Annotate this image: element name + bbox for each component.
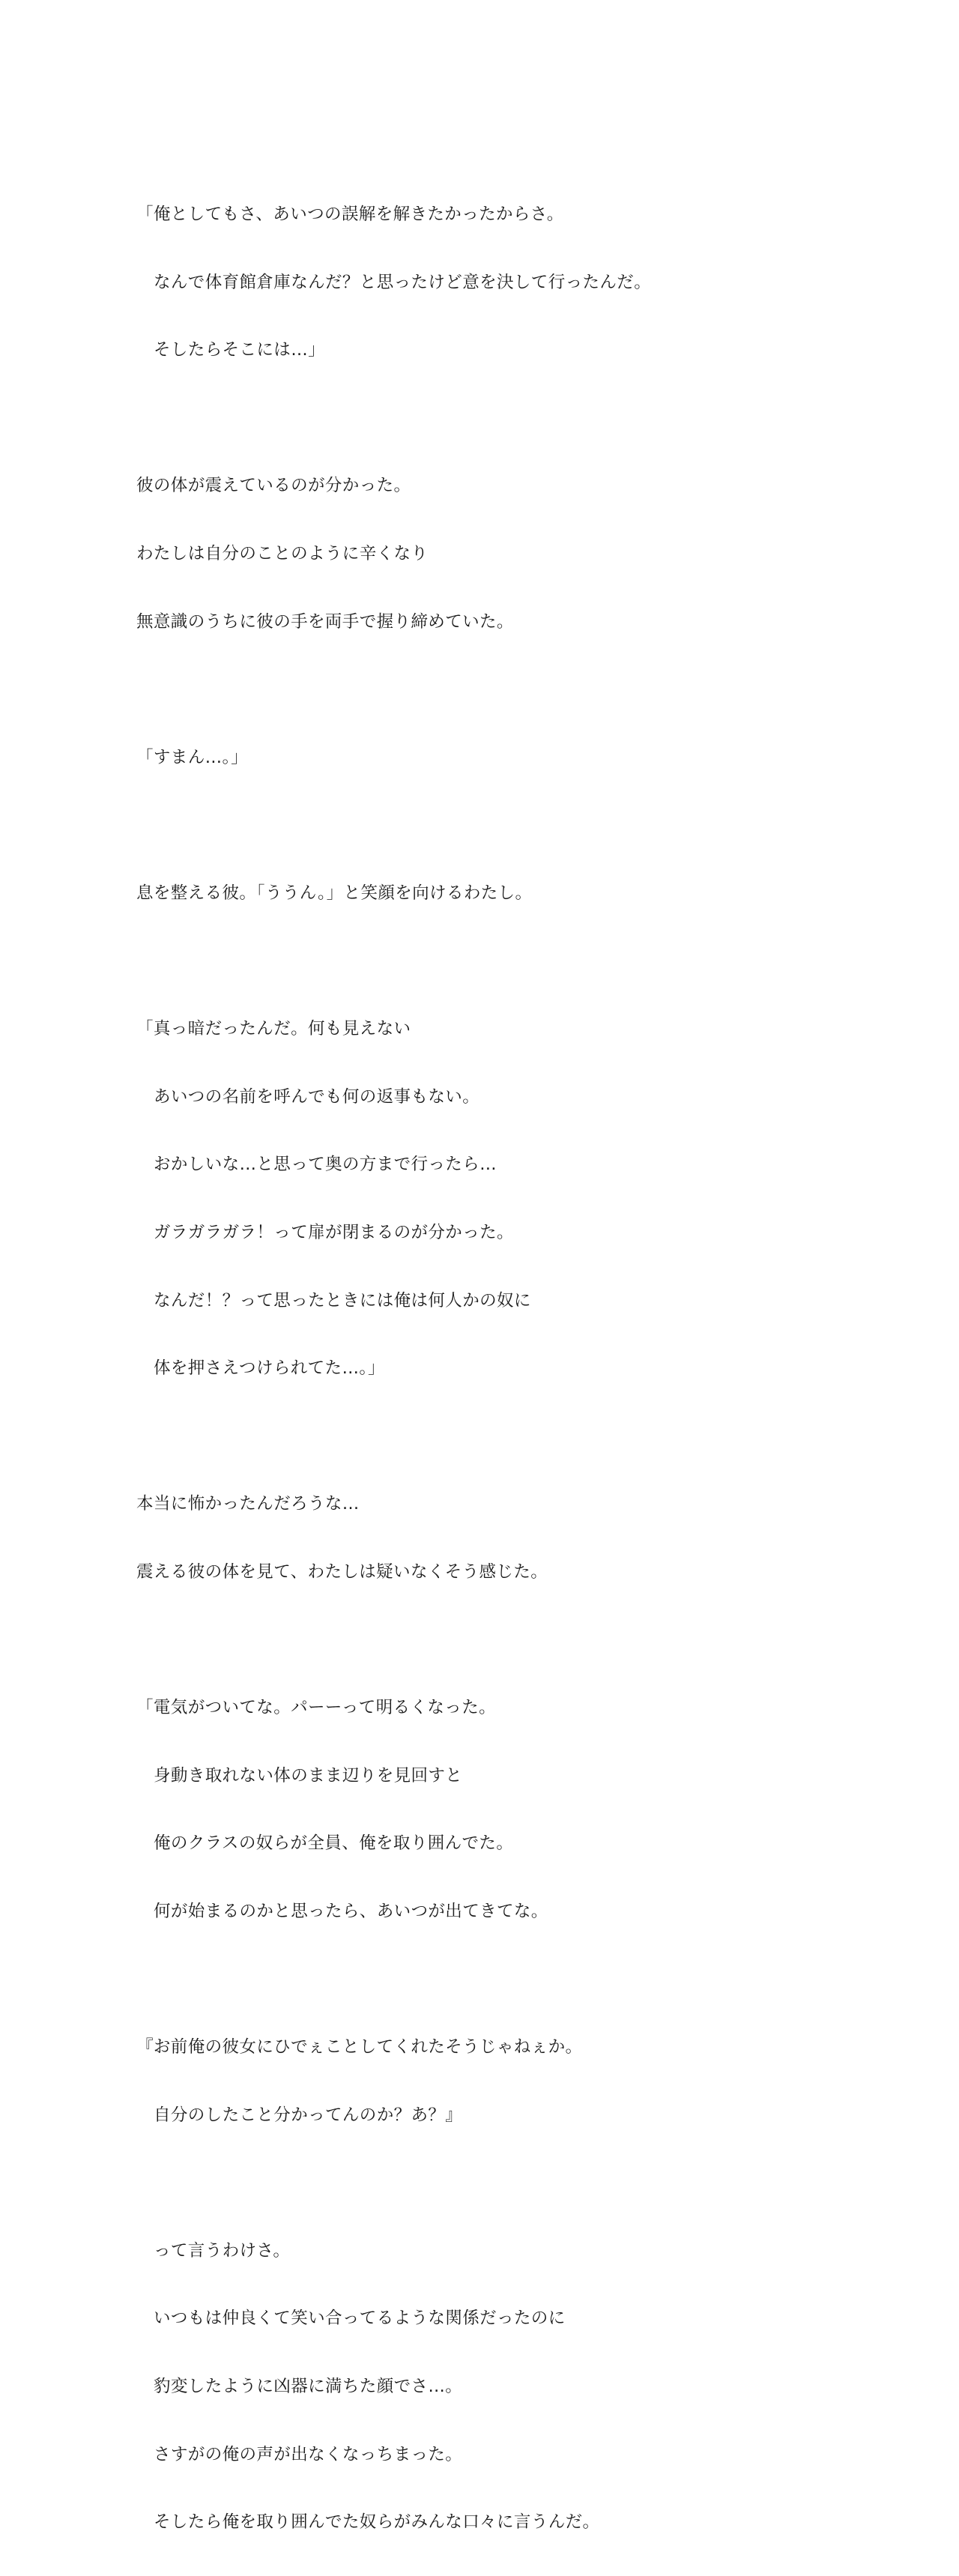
story-text — [136, 161, 871, 2576]
text-line: 息を整える彼。「ううん。」と笑顔を向けるわたし。 — [136, 883, 533, 903]
text-line: って言うわけさ。 — [154, 2240, 291, 2261]
blank-line — [136, 675, 871, 704]
text-line: 「俺としてもさ、あいつの誤解を解きたかったからさ。 — [136, 205, 564, 224]
text-line: 「すまん…。」 — [136, 747, 249, 767]
blank-line — [136, 811, 871, 840]
text-line: 「電気がついてな。パーーって明るくなった。 — [136, 1698, 497, 1718]
text-line: わたしは自分のことのように辛くなり — [136, 543, 429, 563]
text-line: なんで体育館倉庫なんだ？と思ったけど意を決して行ったんだ。 — [154, 272, 652, 292]
text-line: 俺のクラスの奴らが全員、俺を取り囲んでた。 — [154, 1833, 514, 1854]
text-line: さすがの俺の声が出なくなっちまった。 — [154, 2444, 463, 2464]
text-line: 彼の体が震えているのが分かった。 — [136, 476, 411, 496]
text-line: 体を押さえつけられてた…。」 — [154, 1358, 385, 1379]
text-line: なんだ！？って思ったときには俺は何人かの奴に — [154, 1290, 531, 1310]
text-line: あいつの名前を呼んでも何の返事もない。 — [154, 1086, 480, 1107]
text-line: 「真っ暗だったんだ。何も見えない — [136, 1019, 411, 1039]
blank-line — [136, 404, 871, 433]
text-line: 『お前俺の彼女にひでぇことしてくれたそうじゃねぇか。 — [136, 2037, 583, 2058]
text-line: 自分のしたこと分かってんのか？あ？』 — [154, 2105, 463, 2125]
text-line: 身動き取れない体のまま辺りを見回すと — [154, 1765, 463, 1786]
text-line: いつもは仲良くて笑い合ってるような関係だったのに — [154, 2309, 566, 2329]
text-line: ガラガラガラ！って扉が閉まるのが分かった。 — [154, 1222, 514, 1242]
text-line: おかしいな…と思って奥の方まで行ったら… — [154, 1155, 497, 1175]
text-line: 何が始まるのかと思ったら、あいつが出てきてな。 — [154, 1901, 548, 1921]
text-line: そしたら俺を取り囲んでた奴らがみんな口々に言うんだ。 — [154, 2512, 600, 2533]
blank-line — [136, 1422, 871, 1451]
text-line: 本当に怖かったんだろうな… — [136, 1494, 360, 1514]
blank-line — [136, 1625, 871, 1654]
text-line: 豹変したように凶器に満ちた顔でさ…。 — [154, 2377, 463, 2396]
text-line: 無意識のうちに彼の手を両手で握り締めていた。 — [136, 611, 514, 632]
blank-line — [136, 947, 871, 976]
blank-line — [136, 1965, 871, 1994]
blank-line — [136, 2168, 871, 2198]
text-line: そしたらそこには…」 — [154, 340, 326, 360]
text-line: 震える彼の体を見て、わたしは疑いなくそう感じた。 — [136, 1561, 548, 1582]
